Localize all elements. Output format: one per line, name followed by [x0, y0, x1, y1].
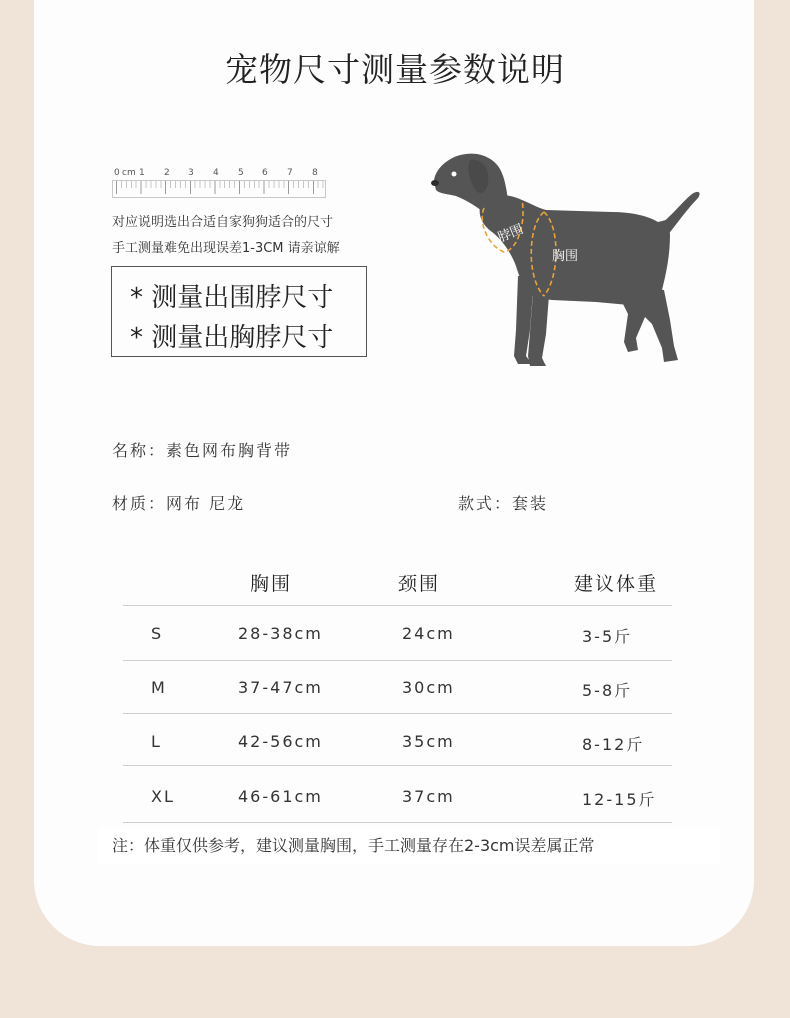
- product-material-value: 网布 尼龙: [166, 494, 246, 513]
- ruler-scale: [112, 180, 326, 198]
- table-cell-chest: 46-61cm: [238, 787, 323, 806]
- table-cell-neck: 24cm: [402, 624, 455, 643]
- table-cell-neck: 37cm: [402, 787, 455, 806]
- table-divider: [123, 765, 672, 766]
- product-style-value: 套装: [512, 494, 549, 513]
- chest-label: 胸围: [552, 249, 579, 264]
- page-title: 宠物尺寸测量参数说明: [225, 50, 565, 89]
- product-style-label: 款式：: [458, 494, 513, 513]
- product-material-row: [112, 491, 245, 514]
- table-cell-chest: 28-38cm: [238, 624, 323, 643]
- product-name-row: [112, 438, 292, 461]
- table-cell-neck: 35cm: [402, 732, 455, 751]
- ruler-tick-label: 2: [164, 168, 170, 178]
- dog-eye: [452, 172, 457, 177]
- product-style-row: [458, 491, 548, 514]
- neck-label: 脖围: [495, 222, 526, 246]
- table-cell-size: L: [151, 732, 162, 751]
- ruler-tick-label: 3: [188, 168, 194, 178]
- ruler-tick-label: 7: [287, 168, 293, 178]
- ruler-tick-label: 1: [139, 168, 145, 178]
- table-divider: [123, 822, 672, 823]
- table-divider: [123, 660, 672, 661]
- ruler-tick-label: 5: [238, 168, 244, 178]
- table-cell-chest: 37-47cm: [238, 678, 323, 697]
- ruler-tick-label: 8: [312, 168, 318, 178]
- footnote-box: [98, 828, 720, 864]
- measure-step: * 测量出围脖尺寸: [130, 283, 334, 313]
- measure-step: * 测量出胸脖尺寸: [130, 323, 334, 353]
- table-cell-neck: 30cm: [402, 678, 455, 697]
- product-name-value: 素色网布胸背带: [166, 441, 293, 460]
- table-cell-size: M: [151, 678, 167, 697]
- ruler-tick-label: 6: [262, 168, 268, 178]
- product-material-label: 材质：: [112, 494, 167, 513]
- measure-note: 手工测量难免出现误差1-3CM 请亲谅解: [112, 241, 340, 256]
- table-divider: [123, 713, 672, 714]
- table-cell-weight: 5-8斤: [582, 681, 633, 700]
- table-divider: [123, 605, 672, 606]
- table-cell-weight: 12-15斤: [582, 790, 657, 809]
- dog-nose: [431, 180, 439, 186]
- ruler-tick-label: 0: [114, 168, 120, 178]
- table-cell-size: S: [151, 624, 164, 643]
- table-header-chest: 胸围: [250, 573, 293, 595]
- ruler-unit: cm: [122, 168, 136, 178]
- ruler-labels: [112, 168, 326, 180]
- dog-measurement-illustration: [426, 150, 704, 372]
- measure-steps-box: [111, 266, 367, 357]
- table-cell-chest: 42-56cm: [238, 732, 323, 751]
- ruler-tick-label: 4: [213, 168, 219, 178]
- table-header-weight: 建议体重: [574, 573, 659, 595]
- table-cell-size: XL: [151, 787, 175, 806]
- measure-note: 对应说明选出合适自家狗狗适合的尺寸: [112, 215, 334, 230]
- footnote-text: 注：体重仅供参考，建议测量胸围，手工测量存在2-3cm误差属正常: [112, 836, 595, 855]
- ruler-graphic: [112, 166, 326, 202]
- table-cell-weight: 3-5斤: [582, 627, 633, 646]
- table-header-neck: 颈围: [398, 573, 441, 595]
- product-name-label: 名称：: [112, 441, 167, 460]
- table-cell-weight: 8-12斤: [582, 735, 645, 754]
